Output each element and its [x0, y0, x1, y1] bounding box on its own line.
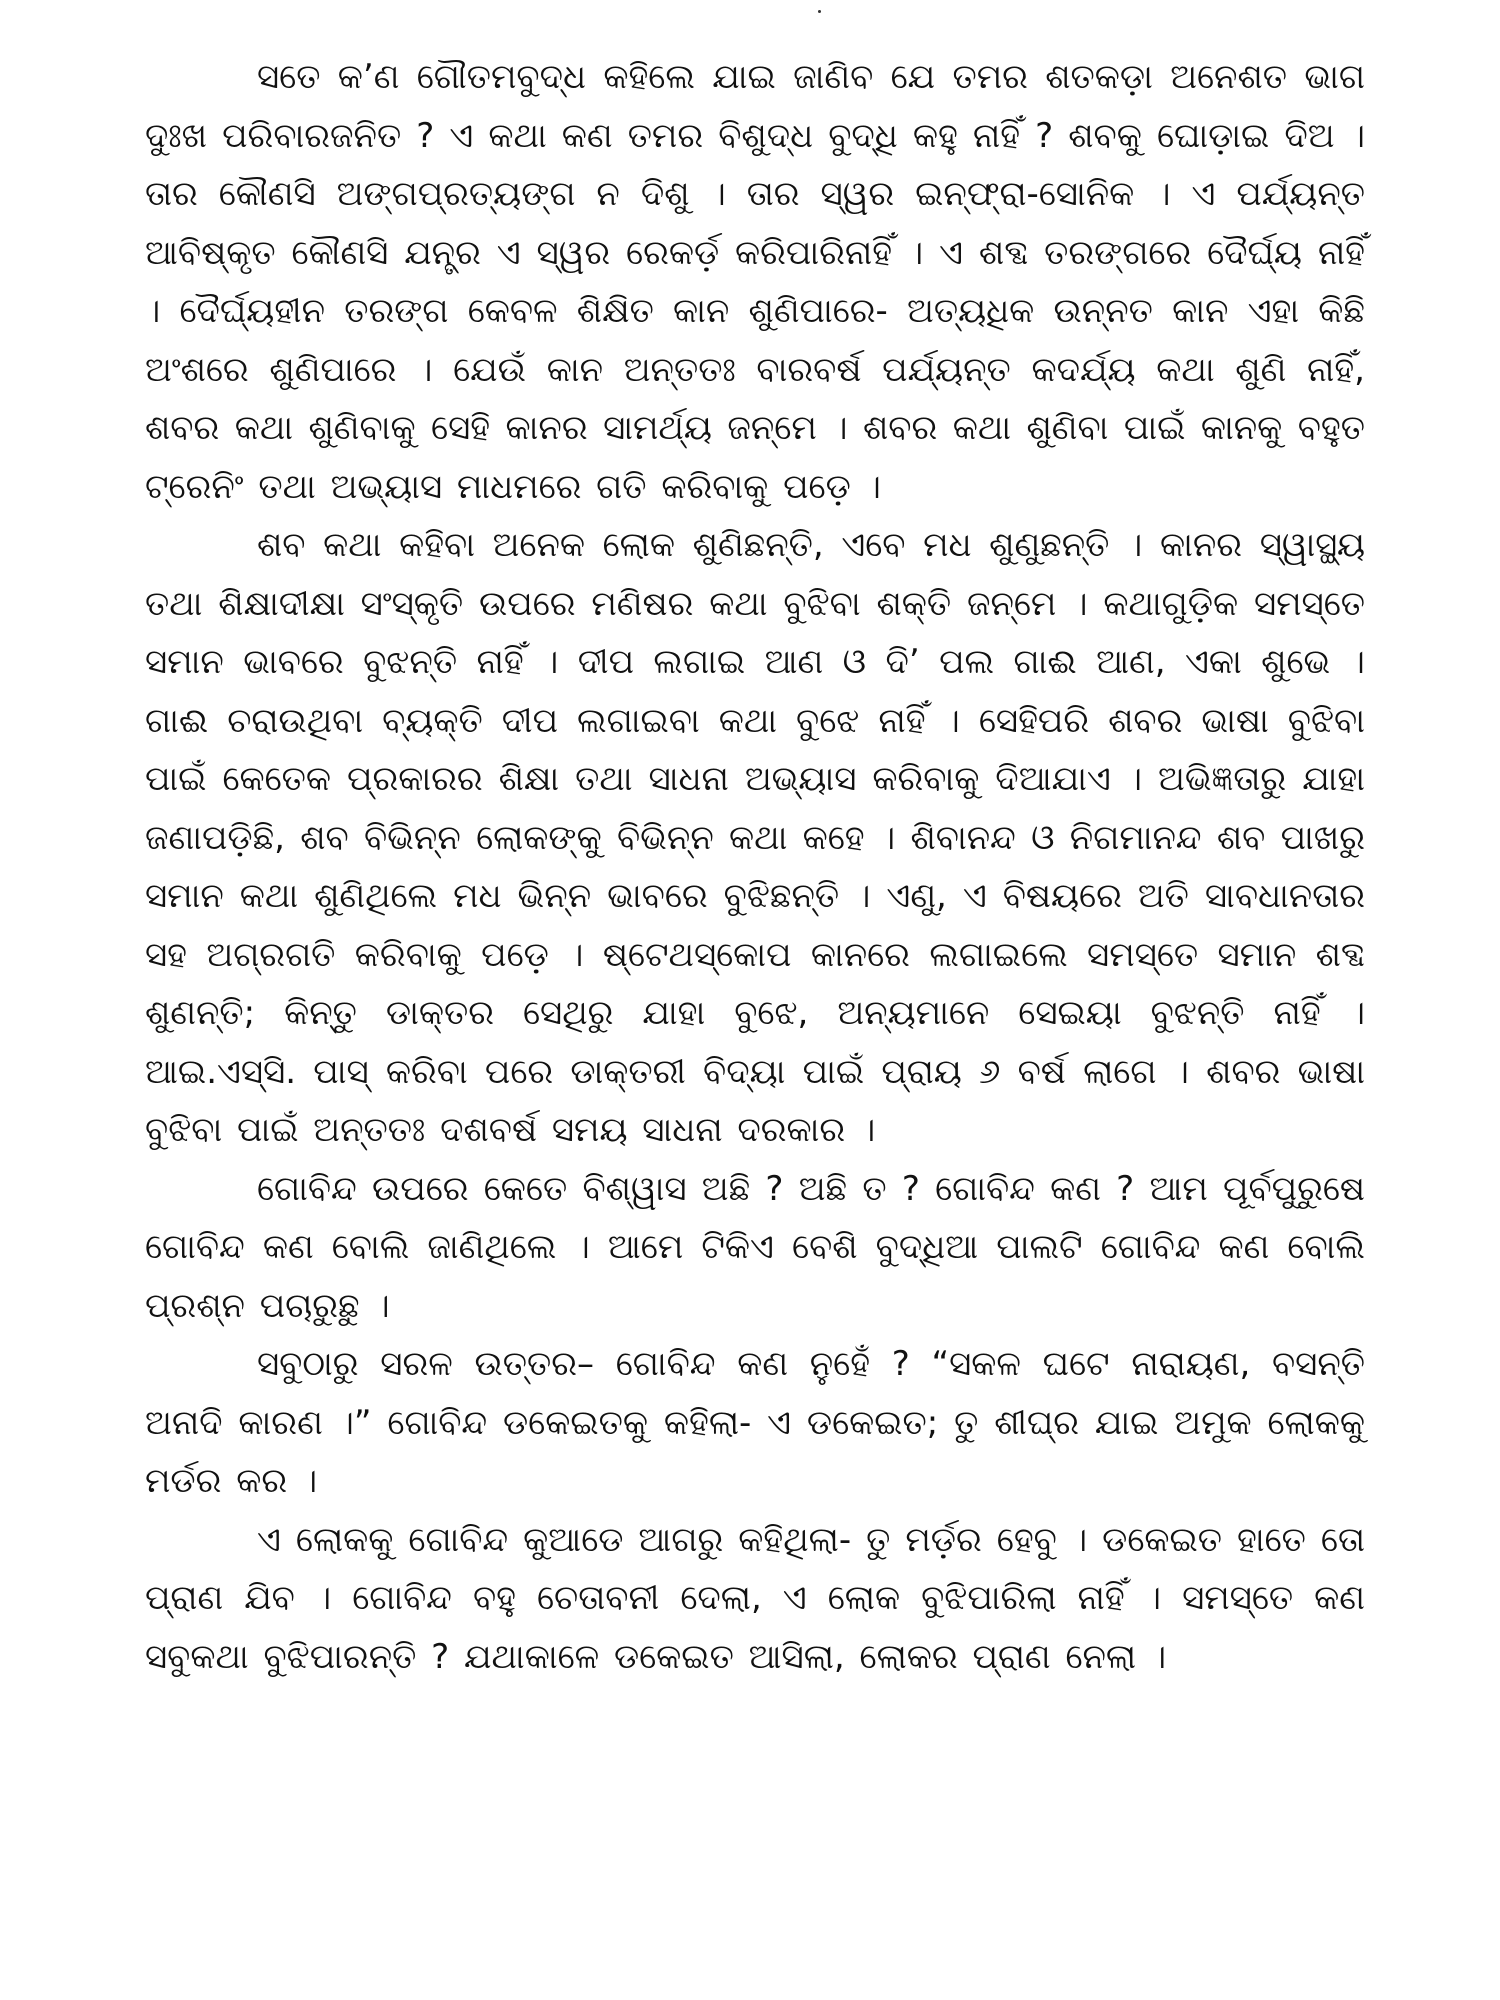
body-text — [145, 48, 1365, 1686]
paragraph-5: ଏ ଲୋକକୁ ଗୋବିନ୍ଦ କୁଆଡେ ଆଗରୁ କହିଥିଲା- ତୁ ମର୍ଡ଼ର ହେବୁ । ଡକେଇତ ହାତେ ତୋ ପ୍ରାଣ ଯିବ । ଗୋବିନ୍ଦ ବହୁ ଚେତାବନୀ ଦେଲା, ଏ ଲୋକ ବୁଝିପାରିଲା ନାହିଁ । ସମସ୍ତେ କଣ ସବୁକଥା ବୁଝିପାରନ୍ତି ? ଯଥାକାଳେ ଡକେଇତ ଆସିଲା, ଲୋକର ପ୍ରାଣ ନେଲା । — [145, 1519, 1365, 1677]
paragraph-2: ଶବ କଥା କହିବା ଅନେକ ଲୋକ ଶୁଣିଛନ୍ତି, ଏବେ ମଧ ଶୁଣୁଛନ୍ତି । କାନର ସ୍ୱାସ୍ଥ୍ୟ ତଥା ଶିକ୍ଷାଦୀକ୍ଷା ସଂସ୍କୃତି ଉପରେ ମଣିଷର କଥା ବୁଝିବା ଶକ୍ତି ଜନ୍ମେ । କଥାଗୁଡ଼ିକ ସମସ୍ତେ ସମାନ ଭାବରେ ବୁଝନ୍ତି ନାହିଁ । ଦୀପ ଲଗାଇ ଆଣ ଓ ଦି’ ପଲ ଗାଈ ଆଣ, ଏକା ଶୁଭେ । ଗାଈ ଚରାଉଥିବା ବ୍ୟକ୍ତି ଦୀପ ଲଗାଇବା କଥା ବୁଝେ ନାହିଁ । ସେହିପରି ଶବର ଭାଷା ବୁଝିବା ପାଇଁ କେତେକ ପ୍ରକାରର ଶିକ୍ଷା ତଥା ସାଧନା ଅଭ୍ୟାସ କରିବାକୁ ଦିଆଯାଏ । ଅଭିଜ୍ଞତାରୁ ଯାହା ଜଣାପଡ଼ିଛି, ଶବ ବିଭିନ୍ନ ଲୋକଙ୍କୁ ବିଭିନ୍ନ କଥା କହେ । ଶିବାନନ୍ଦ ଓ ନିଗମାନନ୍ଦ ଶବ ପାଖରୁ ସମାନ କଥା ଶୁଣିଥିଲେ ମଧ ଭିନ୍ନ ଭାବରେ ବୁଝିଛନ୍ତି । ଏଣୁ, ଏ ବିଷୟରେ ଅତି ସାବଧାନତାର ସହ ଅଗ୍ରଗତି କରିବାକୁ ପଡ଼େ । ଷ୍ଟେଥସ୍କୋପ କାନରେ ଲଗାଇଲେ ସମସ୍ତେ ସମାନ ଶବ୍ଦ ଶୁଣନ୍ତି; କିନ୍ତୁ ଡାକ୍ତର ସେଥିରୁ ଯାହା ବୁଝେ, ଅନ୍ୟମାନେ ସେଇୟା ବୁଝନ୍ତି ନାହିଁ । ଆଇ.ଏସ୍‌ସି. ପାସ୍ କରିବା ପରେ ଡାକ୍ତରୀ ବିଦ୍ୟା ପାଇଁ ପ୍ରାୟ ୬ ବର୍ଷ ଲାଗେ । ଶବର ଭାଷା ବୁଝିବା ପାଇଁ ଅନ୍ତତଃ ଦଶବର୍ଷ ସମୟ ସାଧନା ଦରକାର । — [145, 525, 1365, 1150]
scan-speck — [818, 10, 821, 13]
paragraph-1: ସତେ କ’ଣ ଗୌତମବୁଦ୍ଧ କହିଲେ ଯାଇ ଜାଣିବ ଯେ ତମର ଶତକଡ଼ା ଅନେଶତ ଭାଗ ଦୁଃଖ ପରିବାରଜନିତ ? ଏ କଥା କଣ ତମର ବିଶୁଦ୍ଧ ବୁଦ୍ଧି କହୁ ନାହିଁ ? ଶବକୁ ଘୋଡ଼ାଇ ଦିଅ । ତାର କୌଣସି ଅଙ୍ଗପ୍ରତ୍ୟଙ୍ଗ ନ ଦିଶୁ । ତାର ସ୍ୱର ଇନ୍‌ଫ୍ରା-ସୋନିକ । ଏ ପର୍ଯ୍ୟନ୍ତ ଆବିଷ୍କୃତ କୌଣସି ଯନ୍ତ୍ର ଏ ସ୍ୱର ରେକର୍ଡ଼ କରିପାରିନାହିଁ । ଏ ଶବ୍ଦ ତରଙ୍ଗରେ ଦୈର୍ଘ୍ୟ ନାହିଁ । ଦୈର୍ଘ୍ୟହୀନ ତରଙ୍ଗ କେବଳ ଶିକ୍ଷିତ କାନ ଶୁଣିପାରେ- ଅତ୍ୟଧିକ ଉନ୍ନତ କାନ ଏହା କିଛି ଅଂଶରେ ଶୁଣିପାରେ । ଯେଉଁ କାନ ଅନ୍ତତଃ ବାରବର୍ଷ ପର୍ଯ୍ୟନ୍ତ କଦର୍ଯ୍ୟ କଥା ଶୁଣି ନାହିଁ, ଶବର କଥା ଶୁଣିବାକୁ ସେହି କାନର ସାମର୍ଥ୍ୟ ଜନ୍ମେ । ଶବର କଥା ଶୁଣିବା ପାଇଁ କାନକୁ ବହୁତ ଟ୍ରେନିଂ ତଥା ଅଭ୍ୟାସ ମାଧମରେ ଗତି କରିବାକୁ ପଡ଼େ । — [145, 57, 1365, 507]
paragraph-4: ସବୁଠାରୁ ସରଳ ଉତ୍ତର– ଗୋବିନ୍ଦ କଣ ନୁହେଁ ? “ସକଳ ଘଟେ ନାରାୟଣ, ବସନ୍ତି ଅନାଦି କାରଣ ।” ଗୋବିନ୍ଦ ଡକେଇତକୁ କହିଲା- ଏ ଡକେଇତ; ତୁ ଶୀଘ୍ର ଯାଇ ଅମୁକ ଲୋକକୁ ମର୍ଡର କର । — [145, 1344, 1365, 1501]
paragraph-3: ଗୋବିନ୍ଦ ଉପରେ କେତେ ବିଶ୍ୱାସ ଅଛି ? ଅଛି ତ ? ଗୋବିନ୍ଦ କଣ ? ଆମ ପୂର୍ବପୁରୁଷେ ଗୋବିନ୍ଦ କଣ ବୋଲି ଜାଣିଥିଲେ । ଆମେ ଟିକିଏ ବେଶି ବୁଦ୍ଧିଆ ପାଲଟି ଗୋବିନ୍ଦ କଣ ବୋଲି ପ୍ରଶ୍ନ ପଚାରୁଛୁ । — [145, 1168, 1365, 1326]
